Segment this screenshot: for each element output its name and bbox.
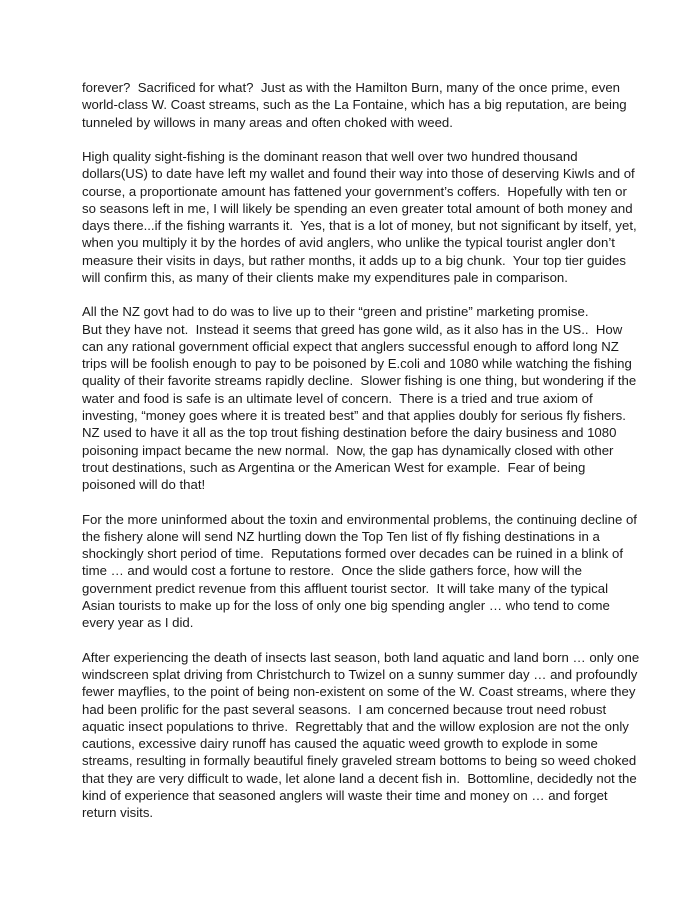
text-line: shockingly short period of time. Reputations formed over decades can be ruined in a blink of	[82, 546, 623, 562]
text-line: time … and would cost a fortune to restore. Once the slide gathers force, how will the	[82, 563, 582, 579]
text-line: All the NZ govt had to do was to live up to their “green and pristine” marketing promise.	[82, 304, 589, 320]
text-line: when you multiply it by the hordes of avid anglers, who unlike the typical tourist angler don’t	[82, 235, 615, 251]
text-line: had been prolific for the past several seasons. I am concerned because trout need robust	[82, 701, 607, 717]
text-line: NZ used to have it all as the top trout fishing destination before the dairy business and 1080	[82, 425, 617, 441]
text-line: trout destinations, such as Argentina or the American West for example. Fear of being	[82, 459, 586, 475]
text-line: can any rational government official expect that anglers successful enough to afford long NZ	[82, 338, 619, 354]
text-line: that they are very difficult to wade, let alone land a decent fish in. Bottomline, decidedly not the	[82, 770, 637, 786]
text-line: windscreen splat driving from Christchurch to Twizel on a sunny summer day … and profoundly	[82, 666, 638, 682]
text-line: forever? Sacrificed for what? Just as with the Hamilton Burn, many of the once prime, even	[82, 80, 621, 95]
text-line: investing, “money goes where it is treated best” and that applies doubly for serious fly fishers.	[82, 408, 626, 424]
text-line: will confirm this, as many of their clients make my expenditures pale in comparison.	[82, 269, 568, 285]
text-line: so seasons left in me, I will likely be spending an even greater total amount of both money and	[82, 200, 633, 216]
text-line: world-class W. Coast streams, such as the La Fontaine, which has a big reputation, are being	[82, 97, 627, 113]
text-line: course, a proportionate amount has fattened your government’s coffers. Hopefully with ten or	[82, 183, 627, 199]
text-line: government predict revenue from this affluent tourist sector. It will take many of the typical	[82, 580, 609, 596]
text-line: the fishery alone will send NZ hurtling down the Top Ten list of fly fishing destinations in a	[82, 528, 600, 544]
text-line: dollars(US) to date have left my wallet and found their way into those of deserving KiwIs and of	[82, 166, 635, 182]
text-line: After experiencing the death of insects last season, both land aquatic and land born … only one	[82, 649, 640, 665]
text-line: trips will be foolish enough to pay to be poisoned by E.coli and 1080 while watching the fishing	[82, 356, 632, 372]
text-line: streams, resulting in formally beautiful finely graveled stream bottoms to being so weed choked	[82, 753, 637, 769]
text-line: days there...if the fishing warrants it. Yes, that is a lot of money, but not significant by itself, yet,	[82, 218, 637, 234]
paragraph	[82, 79, 642, 131]
text-line: every year as I did.	[82, 615, 194, 631]
document-page	[82, 79, 642, 839]
text-line: measure their visits in days, but rather months, it adds up to a big chunk. Your top tier guides	[82, 252, 626, 268]
text-line: quality of their favorite streams rapidly decline. Slower fishing is one thing, but wondering if the	[82, 373, 637, 389]
text-line: But they have not. Instead it seems that greed has gone wild, as it also has in the US.. How	[82, 321, 623, 337]
paragraph	[82, 303, 642, 493]
text-line: tunneled by willows in many areas and often choked with weed.	[82, 114, 453, 130]
text-line: For the more uninformed about the toxin and environmental problems, the continuing decline of	[82, 511, 637, 527]
paragraph	[82, 511, 642, 632]
paragraph	[82, 148, 642, 286]
paragraph	[82, 649, 642, 822]
text-line: kind of experience that seasoned anglers will waste their time and money on … and forget	[82, 787, 608, 803]
text-line: Asian tourists to make up for the loss of only one big spending angler … who tend to come	[82, 597, 610, 613]
text-line: water and food is safe is an ultimate level of concern. There is a tried and true axiom of	[82, 390, 593, 406]
text-line: fewer mayflies, to the point of being non-existent on some of the W. Coast streams, where they	[82, 684, 636, 700]
text-line: poisoning impact became the new normal. Now, the gap has dynamically closed with other	[82, 442, 614, 458]
text-line: poisoned will do that!	[82, 477, 206, 493]
text-line: cautions, excessive dairy runoff has caused the aquatic weed growth to explode in some	[82, 736, 598, 752]
text-line: return visits.	[82, 805, 154, 821]
text-line: aquatic insect populations to thrive. Regrettably that and the willow explosion are not the only	[82, 718, 629, 734]
text-line: High quality sight-fishing is the dominant reason that well over two hundred thousand	[82, 149, 578, 165]
